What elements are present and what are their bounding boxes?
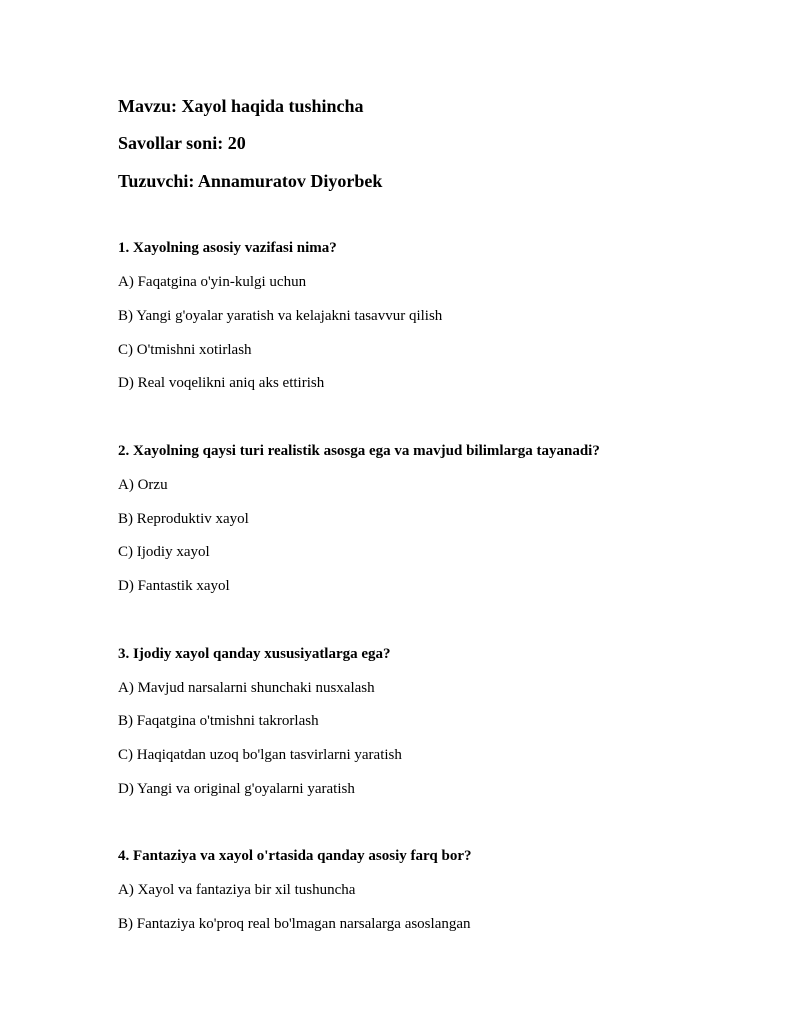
question-2-option-a: A) Orzu	[118, 477, 168, 493]
question-1-option-d: D) Real voqelikni aniq aks ettirish	[118, 375, 325, 391]
question-2-option-c: C) Ijodiy xayol	[118, 544, 210, 560]
question-3-option-b: B) Faqatgina o'tmishni takrorlash	[118, 713, 319, 729]
question-1: 1. Xayolning asosiy vazifasi nima?	[118, 240, 337, 256]
question-4-option-b: B) Fantaziya ko'proq real bo'lmagan narsalarga asoslangan	[118, 916, 471, 932]
author-line: Tuzuvchi: Annamuratov Diyorbek	[118, 171, 383, 191]
question-1-option-a: A) Faqatgina o'yin-kulgi uchun	[118, 274, 307, 290]
question-1-option-c: C) O'tmishni xotirlash	[118, 342, 252, 358]
question-1-option-b: B) Yangi g'oyalar yaratish va kelajakni tasavvur qilish	[118, 308, 443, 324]
question-2-option-b: B) Reproduktiv xayol	[118, 511, 249, 527]
topic-heading: Mavzu: Xayol haqida tushincha	[118, 96, 364, 116]
question-3-option-a: A) Mavjud narsalarni shunchaki nusxalash	[118, 680, 375, 696]
question-3: 3. Ijodiy xayol qanday xususiyatlarga ega?	[118, 646, 391, 662]
question-4: 4. Fantaziya va xayol o'rtasida qanday asosiy farq bor?	[118, 848, 472, 864]
question-4-option-a: A) Xayol va fantaziya bir xil tushuncha	[118, 882, 356, 898]
question-2: 2. Xayolning qaysi turi realistik asosga ega va mavjud bilimlarga tayanadi?	[118, 443, 600, 459]
question-3-option-c: C) Haqiqatdan uzoq bo'lgan tasvirlarni yaratish	[118, 747, 402, 763]
question-count: Savollar soni: 20	[118, 133, 246, 153]
question-3-option-d: D) Yangi va original g'oyalarni yaratish	[118, 781, 355, 797]
question-2-option-d: D) Fantastik xayol	[118, 578, 230, 594]
